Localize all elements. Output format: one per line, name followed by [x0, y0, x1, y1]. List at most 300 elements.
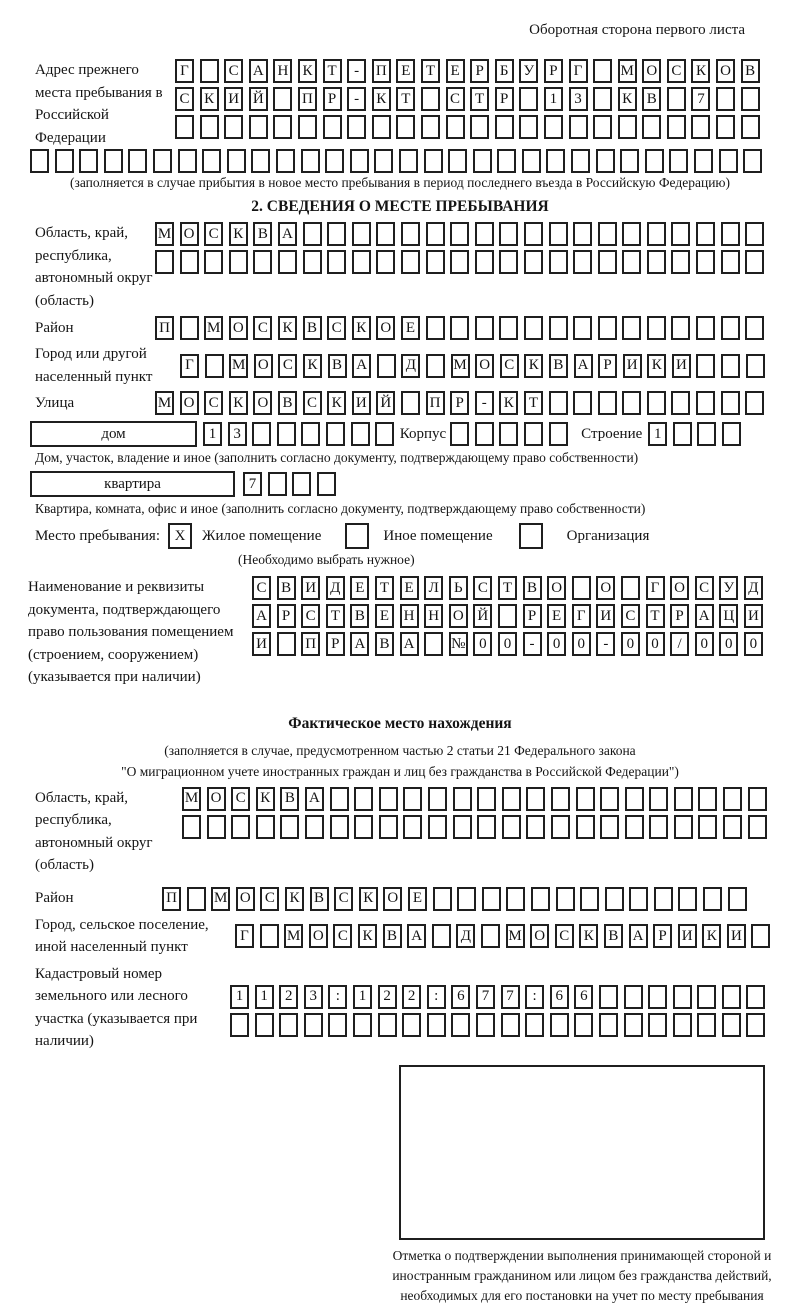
char-cell[interactable]: В: [278, 391, 297, 415]
char-cell[interactable]: А: [695, 604, 714, 628]
char-cell[interactable]: [572, 576, 591, 600]
char-cell[interactable]: [694, 149, 713, 173]
char-cell[interactable]: Р: [523, 604, 542, 628]
char-cell[interactable]: В: [741, 59, 760, 83]
char-cell[interactable]: В: [549, 354, 568, 378]
char-cell[interactable]: Т: [524, 391, 543, 415]
char-cell[interactable]: [428, 787, 447, 811]
char-cell[interactable]: [352, 250, 371, 274]
char-cell[interactable]: [450, 422, 469, 446]
char-cell[interactable]: [153, 149, 172, 173]
house-type-box[interactable]: дом: [30, 421, 197, 447]
char-cell[interactable]: [323, 115, 342, 139]
char-cell[interactable]: [30, 149, 49, 173]
char-cell[interactable]: [182, 815, 201, 839]
char-cell[interactable]: [721, 391, 740, 415]
char-cell[interactable]: [426, 354, 445, 378]
char-cell[interactable]: [301, 149, 320, 173]
char-cell[interactable]: И: [596, 604, 615, 628]
char-cell[interactable]: В: [277, 576, 296, 600]
char-cell[interactable]: В: [328, 354, 347, 378]
char-cell[interactable]: [251, 149, 270, 173]
char-cell[interactable]: [748, 815, 767, 839]
char-cell[interactable]: Е: [408, 887, 427, 911]
char-cell[interactable]: К: [200, 87, 219, 111]
char-cell[interactable]: Р: [670, 604, 689, 628]
char-cell[interactable]: [642, 115, 661, 139]
char-cell[interactable]: [550, 1013, 569, 1037]
char-cell[interactable]: О: [253, 391, 272, 415]
char-cell[interactable]: [697, 422, 716, 446]
char-cell[interactable]: [698, 815, 717, 839]
char-cell[interactable]: К: [372, 87, 391, 111]
char-cell[interactable]: Й: [249, 87, 268, 111]
char-cell[interactable]: [722, 1013, 741, 1037]
char-cell[interactable]: [622, 250, 641, 274]
char-cell[interactable]: [328, 1013, 347, 1037]
char-cell[interactable]: [696, 391, 715, 415]
char-cell[interactable]: [647, 316, 666, 340]
char-cell[interactable]: [401, 391, 420, 415]
char-cell[interactable]: [599, 985, 618, 1009]
char-cell[interactable]: [696, 354, 715, 378]
char-cell[interactable]: К: [229, 391, 248, 415]
char-cell[interactable]: Т: [375, 576, 394, 600]
char-cell[interactable]: [155, 250, 174, 274]
char-cell[interactable]: Е: [396, 59, 415, 83]
char-cell[interactable]: [453, 815, 472, 839]
char-cell[interactable]: [598, 316, 617, 340]
stay-type-checkbox-residential[interactable]: X: [168, 523, 192, 549]
char-cell[interactable]: [696, 222, 715, 246]
char-cell[interactable]: С: [334, 887, 353, 911]
char-cell[interactable]: Р: [323, 87, 342, 111]
char-cell[interactable]: -: [523, 632, 542, 656]
char-cell[interactable]: [571, 149, 590, 173]
char-cell[interactable]: С: [252, 576, 271, 600]
char-cell[interactable]: В: [350, 604, 369, 628]
char-cell[interactable]: М: [451, 354, 470, 378]
char-cell[interactable]: И: [744, 604, 763, 628]
char-cell[interactable]: 6: [451, 985, 470, 1009]
char-cell[interactable]: К: [579, 924, 598, 948]
char-cell[interactable]: [723, 815, 742, 839]
char-cell[interactable]: [499, 222, 518, 246]
char-cell[interactable]: [396, 115, 415, 139]
stay-type-checkbox-organization[interactable]: [519, 523, 543, 549]
char-cell[interactable]: [524, 422, 543, 446]
char-cell[interactable]: Д: [456, 924, 475, 948]
char-cell[interactable]: [598, 391, 617, 415]
char-cell[interactable]: К: [524, 354, 543, 378]
char-cell[interactable]: К: [278, 316, 297, 340]
char-cell[interactable]: 7: [476, 985, 495, 1009]
char-cell[interactable]: :: [525, 985, 544, 1009]
char-cell[interactable]: -: [596, 632, 615, 656]
char-cell[interactable]: [625, 787, 644, 811]
char-cell[interactable]: [576, 815, 595, 839]
char-cell[interactable]: [721, 250, 740, 274]
char-cell[interactable]: А: [400, 632, 419, 656]
char-cell[interactable]: [654, 887, 673, 911]
char-cell[interactable]: [453, 787, 472, 811]
char-cell[interactable]: Т: [498, 576, 517, 600]
char-cell[interactable]: [748, 787, 767, 811]
char-cell[interactable]: А: [574, 354, 593, 378]
char-cell[interactable]: С: [301, 604, 320, 628]
char-cell[interactable]: Р: [653, 924, 672, 948]
char-cell[interactable]: [722, 422, 741, 446]
char-cell[interactable]: [374, 149, 393, 173]
char-cell[interactable]: [426, 222, 445, 246]
char-cell[interactable]: 0: [646, 632, 665, 656]
char-cell[interactable]: [498, 604, 517, 628]
char-cell[interactable]: [280, 815, 299, 839]
char-cell[interactable]: [671, 316, 690, 340]
char-cell[interactable]: [317, 472, 336, 496]
char-cell[interactable]: У: [719, 576, 738, 600]
char-cell[interactable]: [224, 115, 243, 139]
char-cell[interactable]: [104, 149, 123, 173]
char-cell[interactable]: И: [352, 391, 371, 415]
char-cell[interactable]: 7: [691, 87, 710, 111]
char-cell[interactable]: [674, 815, 693, 839]
char-cell[interactable]: :: [427, 985, 446, 1009]
char-cell[interactable]: -: [347, 59, 366, 83]
char-cell[interactable]: А: [629, 924, 648, 948]
char-cell[interactable]: [697, 985, 716, 1009]
char-cell[interactable]: П: [162, 887, 181, 911]
char-cell[interactable]: И: [301, 576, 320, 600]
char-cell[interactable]: [678, 887, 697, 911]
char-cell[interactable]: С: [224, 59, 243, 83]
stamp-area-box[interactable]: [399, 1065, 765, 1240]
char-cell[interactable]: [277, 422, 296, 446]
apartment-type-box[interactable]: квартира: [30, 471, 235, 497]
char-cell[interactable]: Е: [401, 316, 420, 340]
char-cell[interactable]: [502, 787, 521, 811]
char-cell[interactable]: [625, 815, 644, 839]
char-cell[interactable]: [180, 250, 199, 274]
char-cell[interactable]: [703, 887, 722, 911]
char-cell[interactable]: [580, 887, 599, 911]
char-cell[interactable]: [427, 1013, 446, 1037]
char-cell[interactable]: [648, 1013, 667, 1037]
char-cell[interactable]: №: [449, 632, 468, 656]
char-cell[interactable]: [473, 149, 492, 173]
char-cell[interactable]: [277, 632, 296, 656]
char-cell[interactable]: [746, 1013, 765, 1037]
char-cell[interactable]: Т: [326, 604, 345, 628]
char-cell[interactable]: [426, 250, 445, 274]
char-cell[interactable]: [450, 222, 469, 246]
char-cell[interactable]: 1: [353, 985, 372, 1009]
char-cell[interactable]: /: [670, 632, 689, 656]
char-cell[interactable]: [128, 149, 147, 173]
char-cell[interactable]: [375, 422, 394, 446]
char-cell[interactable]: [424, 632, 443, 656]
char-cell[interactable]: -: [475, 391, 494, 415]
char-cell[interactable]: [180, 316, 199, 340]
char-cell[interactable]: Ц: [719, 604, 738, 628]
char-cell[interactable]: [79, 149, 98, 173]
char-cell[interactable]: 7: [501, 985, 520, 1009]
char-cell[interactable]: [624, 1013, 643, 1037]
char-cell[interactable]: С: [333, 924, 352, 948]
char-cell[interactable]: С: [555, 924, 574, 948]
char-cell[interactable]: С: [446, 87, 465, 111]
char-cell[interactable]: [621, 576, 640, 600]
char-cell[interactable]: [351, 422, 370, 446]
char-cell[interactable]: [428, 815, 447, 839]
char-cell[interactable]: [403, 815, 422, 839]
char-cell[interactable]: [260, 924, 279, 948]
char-cell[interactable]: Н: [400, 604, 419, 628]
char-cell[interactable]: -: [347, 87, 366, 111]
char-cell[interactable]: [378, 1013, 397, 1037]
char-cell[interactable]: [273, 87, 292, 111]
char-cell[interactable]: [276, 149, 295, 173]
char-cell[interactable]: Н: [424, 604, 443, 628]
char-cell[interactable]: [722, 985, 741, 1009]
char-cell[interactable]: С: [473, 576, 492, 600]
char-cell[interactable]: [255, 1013, 274, 1037]
char-cell[interactable]: И: [727, 924, 746, 948]
char-cell[interactable]: [745, 222, 764, 246]
char-cell[interactable]: [745, 391, 764, 415]
char-cell[interactable]: [457, 887, 476, 911]
char-cell[interactable]: [544, 115, 563, 139]
char-cell[interactable]: [205, 354, 224, 378]
char-cell[interactable]: О: [670, 576, 689, 600]
char-cell[interactable]: [304, 1013, 323, 1037]
char-cell[interactable]: А: [305, 787, 324, 811]
char-cell[interactable]: Е: [547, 604, 566, 628]
char-cell[interactable]: [647, 250, 666, 274]
char-cell[interactable]: 0: [744, 632, 763, 656]
char-cell[interactable]: [476, 1013, 495, 1037]
char-cell[interactable]: [721, 316, 740, 340]
char-cell[interactable]: [746, 354, 765, 378]
char-cell[interactable]: [669, 149, 688, 173]
char-cell[interactable]: О: [475, 354, 494, 378]
char-cell[interactable]: С: [253, 316, 272, 340]
char-cell[interactable]: К: [647, 354, 666, 378]
char-cell[interactable]: [421, 87, 440, 111]
char-cell[interactable]: Б: [495, 59, 514, 83]
char-cell[interactable]: [376, 222, 395, 246]
char-cell[interactable]: [352, 222, 371, 246]
char-cell[interactable]: [573, 391, 592, 415]
char-cell[interactable]: [526, 815, 545, 839]
char-cell[interactable]: Р: [544, 59, 563, 83]
char-cell[interactable]: [372, 115, 391, 139]
char-cell[interactable]: М: [204, 316, 223, 340]
char-cell[interactable]: Е: [375, 604, 394, 628]
char-cell[interactable]: [546, 149, 565, 173]
char-cell[interactable]: К: [327, 391, 346, 415]
char-cell[interactable]: Р: [450, 391, 469, 415]
char-cell[interactable]: Р: [326, 632, 345, 656]
char-cell[interactable]: 1: [230, 985, 249, 1009]
char-cell[interactable]: С: [231, 787, 250, 811]
char-cell[interactable]: Е: [446, 59, 465, 83]
char-cell[interactable]: О: [236, 887, 255, 911]
char-cell[interactable]: С: [667, 59, 686, 83]
char-cell[interactable]: [475, 250, 494, 274]
char-cell[interactable]: [249, 115, 268, 139]
char-cell[interactable]: В: [303, 316, 322, 340]
char-cell[interactable]: [549, 316, 568, 340]
char-cell[interactable]: [305, 815, 324, 839]
char-cell[interactable]: [350, 149, 369, 173]
char-cell[interactable]: [531, 887, 550, 911]
char-cell[interactable]: [648, 985, 667, 1009]
char-cell[interactable]: О: [547, 576, 566, 600]
char-cell[interactable]: [522, 149, 541, 173]
char-cell[interactable]: [477, 787, 496, 811]
char-cell[interactable]: [379, 787, 398, 811]
char-cell[interactable]: [470, 115, 489, 139]
char-cell[interactable]: [330, 787, 349, 811]
char-cell[interactable]: [574, 1013, 593, 1037]
char-cell[interactable]: [347, 115, 366, 139]
char-cell[interactable]: Р: [470, 59, 489, 83]
char-cell[interactable]: [399, 149, 418, 173]
char-cell[interactable]: О: [376, 316, 395, 340]
char-cell[interactable]: П: [298, 87, 317, 111]
char-cell[interactable]: [741, 115, 760, 139]
char-cell[interactable]: [716, 115, 735, 139]
char-cell[interactable]: П: [301, 632, 320, 656]
char-cell[interactable]: Г: [175, 59, 194, 83]
char-cell[interactable]: [719, 149, 738, 173]
char-cell[interactable]: [481, 924, 500, 948]
char-cell[interactable]: [499, 316, 518, 340]
char-cell[interactable]: М: [506, 924, 525, 948]
char-cell[interactable]: [327, 250, 346, 274]
char-cell[interactable]: [477, 815, 496, 839]
char-cell[interactable]: [448, 149, 467, 173]
char-cell[interactable]: [450, 316, 469, 340]
char-cell[interactable]: Р: [598, 354, 617, 378]
char-cell[interactable]: [649, 787, 668, 811]
char-cell[interactable]: 3: [569, 87, 588, 111]
char-cell[interactable]: О: [383, 887, 402, 911]
char-cell[interactable]: [618, 115, 637, 139]
char-cell[interactable]: [745, 316, 764, 340]
char-cell[interactable]: [353, 1013, 372, 1037]
char-cell[interactable]: [426, 316, 445, 340]
char-cell[interactable]: [556, 887, 575, 911]
char-cell[interactable]: [227, 149, 246, 173]
char-cell[interactable]: [401, 222, 420, 246]
char-cell[interactable]: [573, 316, 592, 340]
char-cell[interactable]: [549, 422, 568, 446]
char-cell[interactable]: К: [499, 391, 518, 415]
char-cell[interactable]: [273, 115, 292, 139]
char-cell[interactable]: С: [500, 354, 519, 378]
char-cell[interactable]: Г: [180, 354, 199, 378]
char-cell[interactable]: [175, 115, 194, 139]
char-cell[interactable]: Л: [424, 576, 443, 600]
char-cell[interactable]: [519, 115, 538, 139]
char-cell[interactable]: [593, 115, 612, 139]
char-cell[interactable]: 0: [547, 632, 566, 656]
char-cell[interactable]: [256, 815, 275, 839]
char-cell[interactable]: [379, 815, 398, 839]
char-cell[interactable]: [524, 250, 543, 274]
char-cell[interactable]: 2: [378, 985, 397, 1009]
char-cell[interactable]: [596, 149, 615, 173]
char-cell[interactable]: [303, 222, 322, 246]
char-cell[interactable]: О: [596, 576, 615, 600]
char-cell[interactable]: Р: [277, 604, 296, 628]
char-cell[interactable]: Д: [744, 576, 763, 600]
char-cell[interactable]: [741, 87, 760, 111]
char-cell[interactable]: [519, 87, 538, 111]
char-cell[interactable]: [622, 316, 641, 340]
char-cell[interactable]: [593, 59, 612, 83]
char-cell[interactable]: В: [310, 887, 329, 911]
char-cell[interactable]: И: [252, 632, 271, 656]
char-cell[interactable]: К: [702, 924, 721, 948]
char-cell[interactable]: О: [309, 924, 328, 948]
char-cell[interactable]: [497, 149, 516, 173]
char-cell[interactable]: [202, 149, 221, 173]
char-cell[interactable]: М: [284, 924, 303, 948]
char-cell[interactable]: [55, 149, 74, 173]
char-cell[interactable]: С: [175, 87, 194, 111]
char-cell[interactable]: [549, 250, 568, 274]
char-cell[interactable]: [600, 787, 619, 811]
char-cell[interactable]: [697, 1013, 716, 1037]
char-cell[interactable]: [187, 887, 206, 911]
char-cell[interactable]: Т: [396, 87, 415, 111]
char-cell[interactable]: [499, 250, 518, 274]
char-cell[interactable]: Й: [473, 604, 492, 628]
char-cell[interactable]: [230, 1013, 249, 1037]
char-cell[interactable]: [622, 391, 641, 415]
char-cell[interactable]: [645, 149, 664, 173]
char-cell[interactable]: [525, 1013, 544, 1037]
char-cell[interactable]: [376, 250, 395, 274]
char-cell[interactable]: В: [383, 924, 402, 948]
char-cell[interactable]: С: [327, 316, 346, 340]
char-cell[interactable]: [268, 472, 287, 496]
char-cell[interactable]: [605, 887, 624, 911]
char-cell[interactable]: [721, 222, 740, 246]
char-cell[interactable]: Е: [400, 576, 419, 600]
char-cell[interactable]: [450, 250, 469, 274]
char-cell[interactable]: [620, 149, 639, 173]
char-cell[interactable]: [292, 472, 311, 496]
char-cell[interactable]: М: [182, 787, 201, 811]
char-cell[interactable]: О: [530, 924, 549, 948]
char-cell[interactable]: 0: [719, 632, 738, 656]
char-cell[interactable]: :: [328, 985, 347, 1009]
char-cell[interactable]: [432, 924, 451, 948]
char-cell[interactable]: [424, 149, 443, 173]
char-cell[interactable]: О: [716, 59, 735, 83]
char-cell[interactable]: [499, 422, 518, 446]
char-cell[interactable]: [475, 222, 494, 246]
char-cell[interactable]: [674, 787, 693, 811]
char-cell[interactable]: Е: [350, 576, 369, 600]
char-cell[interactable]: [451, 1013, 470, 1037]
char-cell[interactable]: Т: [421, 59, 440, 83]
char-cell[interactable]: [671, 250, 690, 274]
